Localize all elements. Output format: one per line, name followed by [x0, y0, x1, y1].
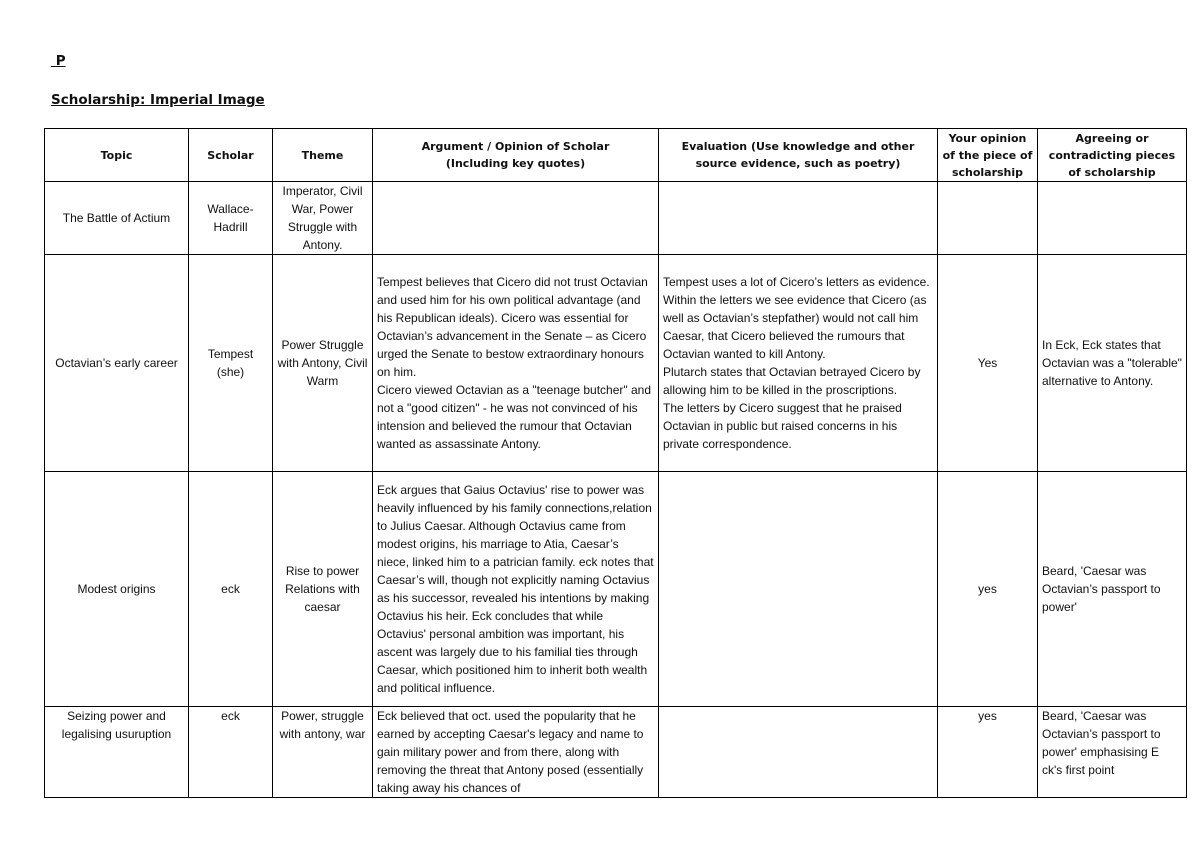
cell-scholar: eck: [189, 472, 273, 707]
table-row: [45, 472, 1187, 707]
cell-topic: Modest origins: [45, 472, 189, 707]
table-row: [45, 707, 1187, 798]
cell-argument: Eck argues that Gaius Octavius' rise to power was heavily influenced by his family connections,relation to Julius Caesar. Although Octavius came from modest origins, his marriage to Atia, Caesar’s niece, linked him to a patrician family. eck notes that Caesar’s will, though not explicitly naming Octavius as his successor, revealed his intentions by making Octavius his heir. Eck concludes that while Octavius' personal ambition was important, his ascent was largely due to his familial ties through Caesar, which positioned him to inherit both wealth and political influence.: [373, 472, 659, 707]
scholarship-table: [44, 128, 1187, 798]
table-row: [45, 182, 1187, 255]
cell-opinion: yes: [938, 472, 1038, 707]
cell-argument: Tempest believes that Cicero did not trust Octavian and used him for his own political advantage (and his Republican ideals). Cicero was essential for Octavian’s advancement in the Senate – as Cicero urged the Senate to bestow extraordinary honours on him. Cicero viewed Octavian as a "teenage butcher" and not a "good citizen" - he was not convinced of his intension and believed the rumour that Octavian wanted as assassinate Antony.: [373, 255, 659, 472]
cell-opinion: yes: [938, 707, 1038, 798]
cell-scholar: Tempest (she): [189, 255, 273, 472]
cell-agreeing: In Eck, Eck states that Octavian was a "tolerable" alternative to Antony.: [1038, 255, 1187, 472]
cell-agreeing: [1038, 182, 1187, 255]
cell-evaluation: [659, 472, 938, 707]
cell-scholar: eck: [189, 707, 273, 798]
table-header-row: [45, 129, 1187, 182]
column-header-topic: Topic: [45, 129, 189, 182]
page-title: Scholarship: Imperial Image: [51, 92, 265, 108]
cell-opinion: [938, 182, 1038, 255]
column-header-theme: Theme: [273, 129, 373, 182]
cell-evaluation: [659, 707, 938, 798]
page-letter-heading: P: [51, 53, 66, 69]
cell-theme: Imperator, Civil War, Power Struggle with Antony.: [273, 182, 373, 255]
cell-agreeing: Beard, 'Caesar was Octavian’s passport to power' emphasising E ck's first point: [1038, 707, 1187, 798]
column-header-scholar: Scholar: [189, 129, 273, 182]
cell-topic: The Battle of Actium: [45, 182, 189, 255]
cell-argument: Eck believed that oct. used the popularity that he earned by accepting Caesar's legacy and name to gain military power and from there, along with removing the threat that Antony posed (essentially taking away his chances of: [373, 707, 659, 798]
cell-agreeing: Beard, 'Caesar was Octavian’s passport to power': [1038, 472, 1187, 707]
column-header-evaluation: Evaluation (Use knowledge and other source evidence, such as poetry): [659, 129, 938, 182]
cell-evaluation: [659, 182, 938, 255]
cell-topic: Seizing power and legalising usuruption: [45, 707, 189, 798]
table-row: [45, 255, 1187, 472]
cell-topic: Octavian’s early career: [45, 255, 189, 472]
cell-argument: [373, 182, 659, 255]
column-header-argument: Argument / Opinion of Scholar (Including key quotes): [373, 129, 659, 182]
cell-evaluation: Tempest uses a lot of Cicero’s letters as evidence. Within the letters we see evidence that Cicero (as well as Octavian’s stepfather) would not call him Caesar, that Cicero believed the rumours that Octavian wanted to kill Antony. Plutarch states that Octavian betrayed Cicero by allowing him to be killed in the proscriptions. The letters by Cicero suggest that he praised Octavian in public but raised concerns in his private correspondence.: [659, 255, 938, 472]
column-header-agreeing: Agreeing or contradicting pieces of scholarship: [1038, 129, 1187, 182]
cell-scholar: Wallace-Hadrill: [189, 182, 273, 255]
column-header-opinion: Your opinion of the piece of scholarship: [938, 129, 1038, 182]
cell-opinion: Yes: [938, 255, 1038, 472]
cell-theme: Power Struggle with Antony, Civil Warm: [273, 255, 373, 472]
cell-theme: Power, struggle with antony, war: [273, 707, 373, 798]
cell-theme: Rise to power Relations with caesar: [273, 472, 373, 707]
